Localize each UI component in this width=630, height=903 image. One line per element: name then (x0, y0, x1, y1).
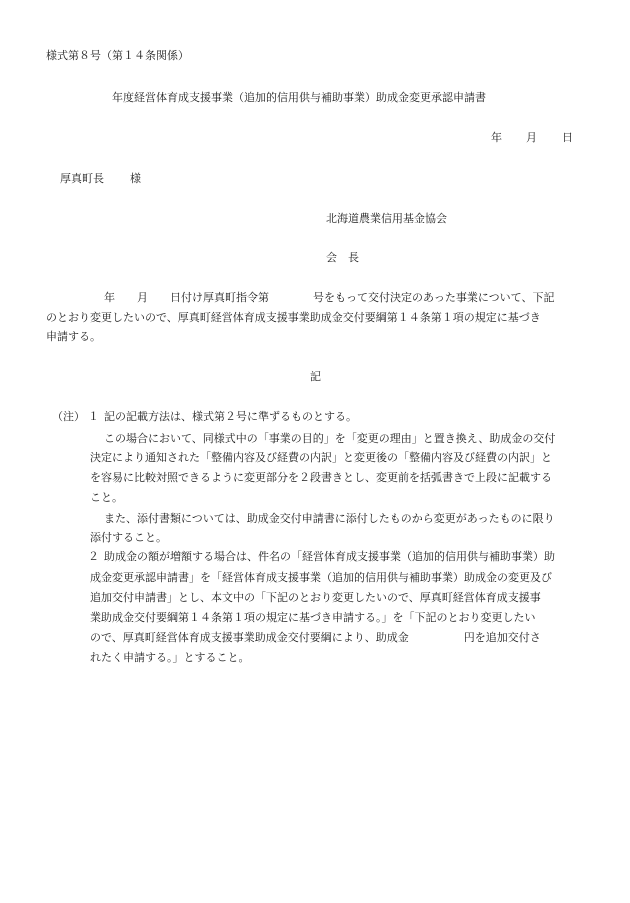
note-line: を容易に比較対照できるように変更部分を２段書きとし、変更前を括弧書きで上段に記載する (90, 471, 552, 484)
body-line: 年 月 日付け厚真町指令第 号をもって交付決定のあった事業について、下記 (104, 291, 555, 304)
document-title: 年度経営体育成支援事業（追加的信用供与補助事業）助成金変更承認申請書 (112, 91, 486, 104)
addressee-honorific: 様 (130, 172, 141, 185)
date-year: 年 (491, 131, 502, 144)
form-number: 様式第８号（第１４条関係） (46, 49, 189, 62)
ki-heading: 記 (310, 370, 321, 383)
notes-label: （注） (52, 410, 85, 423)
addressee-name: 厚真町長 (60, 172, 104, 185)
note-line: こと。 (90, 491, 123, 504)
applicant-title: 会 長 (326, 251, 359, 264)
note-line: 添付すること。 (90, 531, 167, 544)
date-month: 月 (526, 131, 537, 144)
body-line: のとおり変更したいので、厚真町経営体育成支援事業助成金交付要綱第１４条第１項の規定に基づき (46, 311, 541, 324)
note-line: この場合において、同様式中の「事業の目的」を「変更の理由」と置き換え、助成金の交付 (104, 432, 556, 445)
note-number: １ (88, 410, 99, 423)
note-line: 記の記載方法は、様式第２号に準ずるものとする。 (104, 410, 357, 423)
note-line: ので、厚真町経営体育成支援事業助成金交付要綱により、助成金 円を追加交付さ (90, 631, 541, 644)
note-line: 業助成金交付要綱第１４条第１項の規定に基づき申請する。」を「下記のとおり変更したい (90, 611, 536, 624)
date-day: 日 (562, 131, 573, 144)
applicant-organization: 北海道農業信用基金協会 (326, 212, 447, 225)
note-number: ２ (88, 550, 99, 563)
note-line: 決定により通知された「整備内容及び経費の内訳」と変更後の「整備内容及び経費の内訳」と (90, 451, 552, 464)
note-line: また、添付書類については、助成金交付申請書に添付したものから変更があったものに限り (104, 512, 555, 525)
body-line: 申請する。 (46, 330, 101, 343)
note-line: れたく申請する。」とすること。 (90, 651, 250, 664)
note-line: 成金変更承認申請書」を「経営体育成支援事業（追加的信用供与補助事業）助成金の変更及び (90, 571, 552, 584)
note-line: 追加交付申請書」とし、本文中の「下記のとおり変更したいので、厚真町経営体育成支援事 (90, 591, 541, 604)
note-line: 助成金の額が増額する場合は、件名の「経営体育成支援事業（追加的信用供与補助事業）助 (104, 550, 555, 563)
